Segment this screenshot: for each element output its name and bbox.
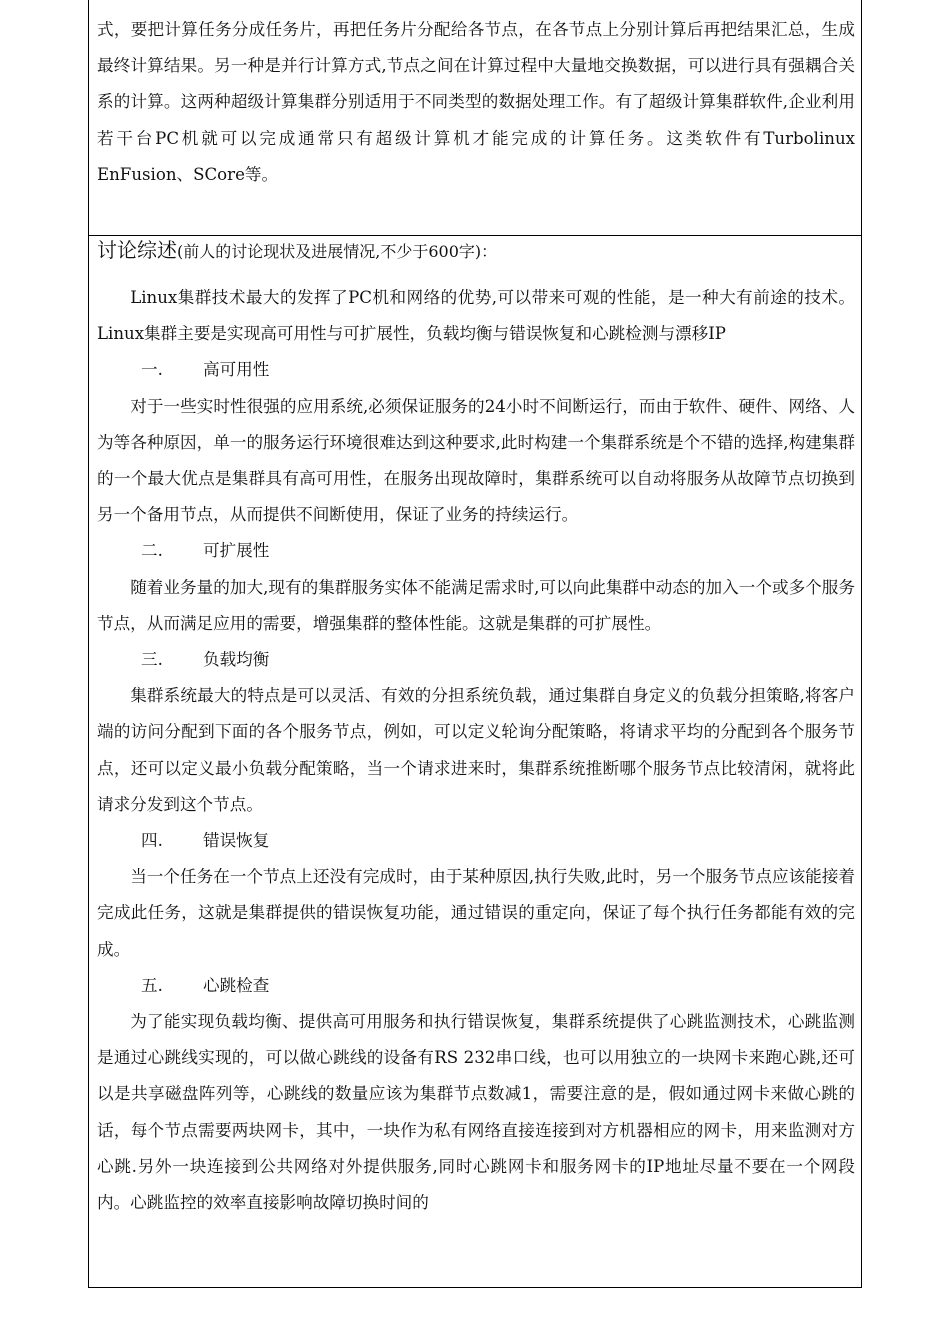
section-paragraph-2: 随着业务量的加大,现有的集群服务实体不能满足需求时,可以向此集群中动态的加入一个或多个服务节点，从而满足应用的需要，增强集群的整体性能。这就是集群的可扩展性。 [97,577,855,633]
section-heading-2 [97,533,855,569]
section-title: 错误恢复 [203,831,270,851]
section-paragraph-1: 对于一些实时性很强的应用系统,必须保证服务的24小时不间断运行，而由于软件、硬件、网络、人为等各种原因，单一的服务运行环境很难达到这种要求,此时构建一个集群系统是个不错的选择,构建集群的一个最大优点是集群具有高可用性，在服务出现故障时，集群系统可以自动将服务从故障节点切换到另一个备用节点，从而提供不间断使用，保证了业务的持续运行。 [97,396,855,525]
section-heading-5 [97,968,855,1004]
discussion-box [88,236,862,1288]
section-heading-3 [97,642,855,678]
discussion-subtitle: (前人的讨论现状及进展情况,不少于600字)： [177,242,498,261]
previous-section-text [97,12,855,193]
section-number: 三. [141,650,163,670]
section-title: 负载均衡 [203,650,270,670]
section-title: 高可用性 [203,360,270,380]
section-number: 四. [141,831,163,851]
intro-paragraph: Linux集群技术最大的发挥了PC机和网络的优势,可以带来可观的性能，是一种大有前途的技术。Linux集群主要是实现高可用性与可扩展性，负载均衡与错误恢复和心跳检测与漂移IP [97,288,855,344]
section-paragraph-5: 为了能实现负载均衡、提供高可用服务和执行错误恢复，集群系统提供了心跳监测技术，心跳监测是通过心跳线实现的，可以做心跳线的设备有RS 232串口线，也可以用独立的一块网卡来跑心跳,还可以是共享磁盘阵列等，心跳线的数量应该为集群节点数减1，需要注意的是，假如通过网卡来做心跳的话，每个节点需要两块网卡，其中，一块作为私有网络直接连接到对方机器相应的网卡，用来监测对方心跳.另外一块连接到公共网络对外提供服务,同时心跳网卡和服务网卡的IP地址尽量不要在一个网段内。心跳监控的效率直接影响故障切换时间的 [97,1012,855,1213]
section-heading-1 [97,352,855,388]
previous-section-box [88,0,862,236]
section-title: 心跳检查 [203,975,270,995]
section-heading-4 [97,823,855,859]
discussion-title: 讨论综述 [97,238,177,262]
discussion-body [97,280,855,1221]
section-paragraph-3: 集群系统最大的特点是可以灵活、有效的分担系统负载，通过集群自身定义的负载分担策略,将客户端的访问分配到下面的各个服务节点，例如，可以定义轮询分配策略，将请求平均的分配到各个服务节点，还可以定义最小负载分配策略，当一个请求进来时，集群系统推断哪个服务节点比较清闲，就将此请求分发到这个节点。 [97,686,855,814]
discussion-heading [97,236,497,266]
section-title: 可扩展性 [203,541,270,561]
section-number: 五. [141,975,163,995]
section-paragraph-4: 当一个任务在一个节点上还没有完成时，由于某种原因,执行失败,此时，另一个服务节点应该能接着完成此任务，这就是集群提供的错误恢复功能，通过错误的重定向，保证了每个执行任务都能有效的完成。 [97,867,855,959]
section-number: 二. [141,541,163,561]
section-number: 一. [141,360,163,380]
continued-paragraph: 式，要把计算任务分成任务片，再把任务片分配给各节点，在各节点上分别计算后再把结果汇总，生成最终计算结果。另一种是并行计算方式,节点之间在计算过程中大量地交换数据，可以进行具有强耦合关系的计算。这两种超级计算集群分别适用于不同类型的数据处理工作。有了超级计算集群软件,企业利用若干台PC机就可以完成通常只有超级计算机才能完成的计算任务。这类软件有Turbolinux EnFusion、SCore等。 [97,20,855,184]
